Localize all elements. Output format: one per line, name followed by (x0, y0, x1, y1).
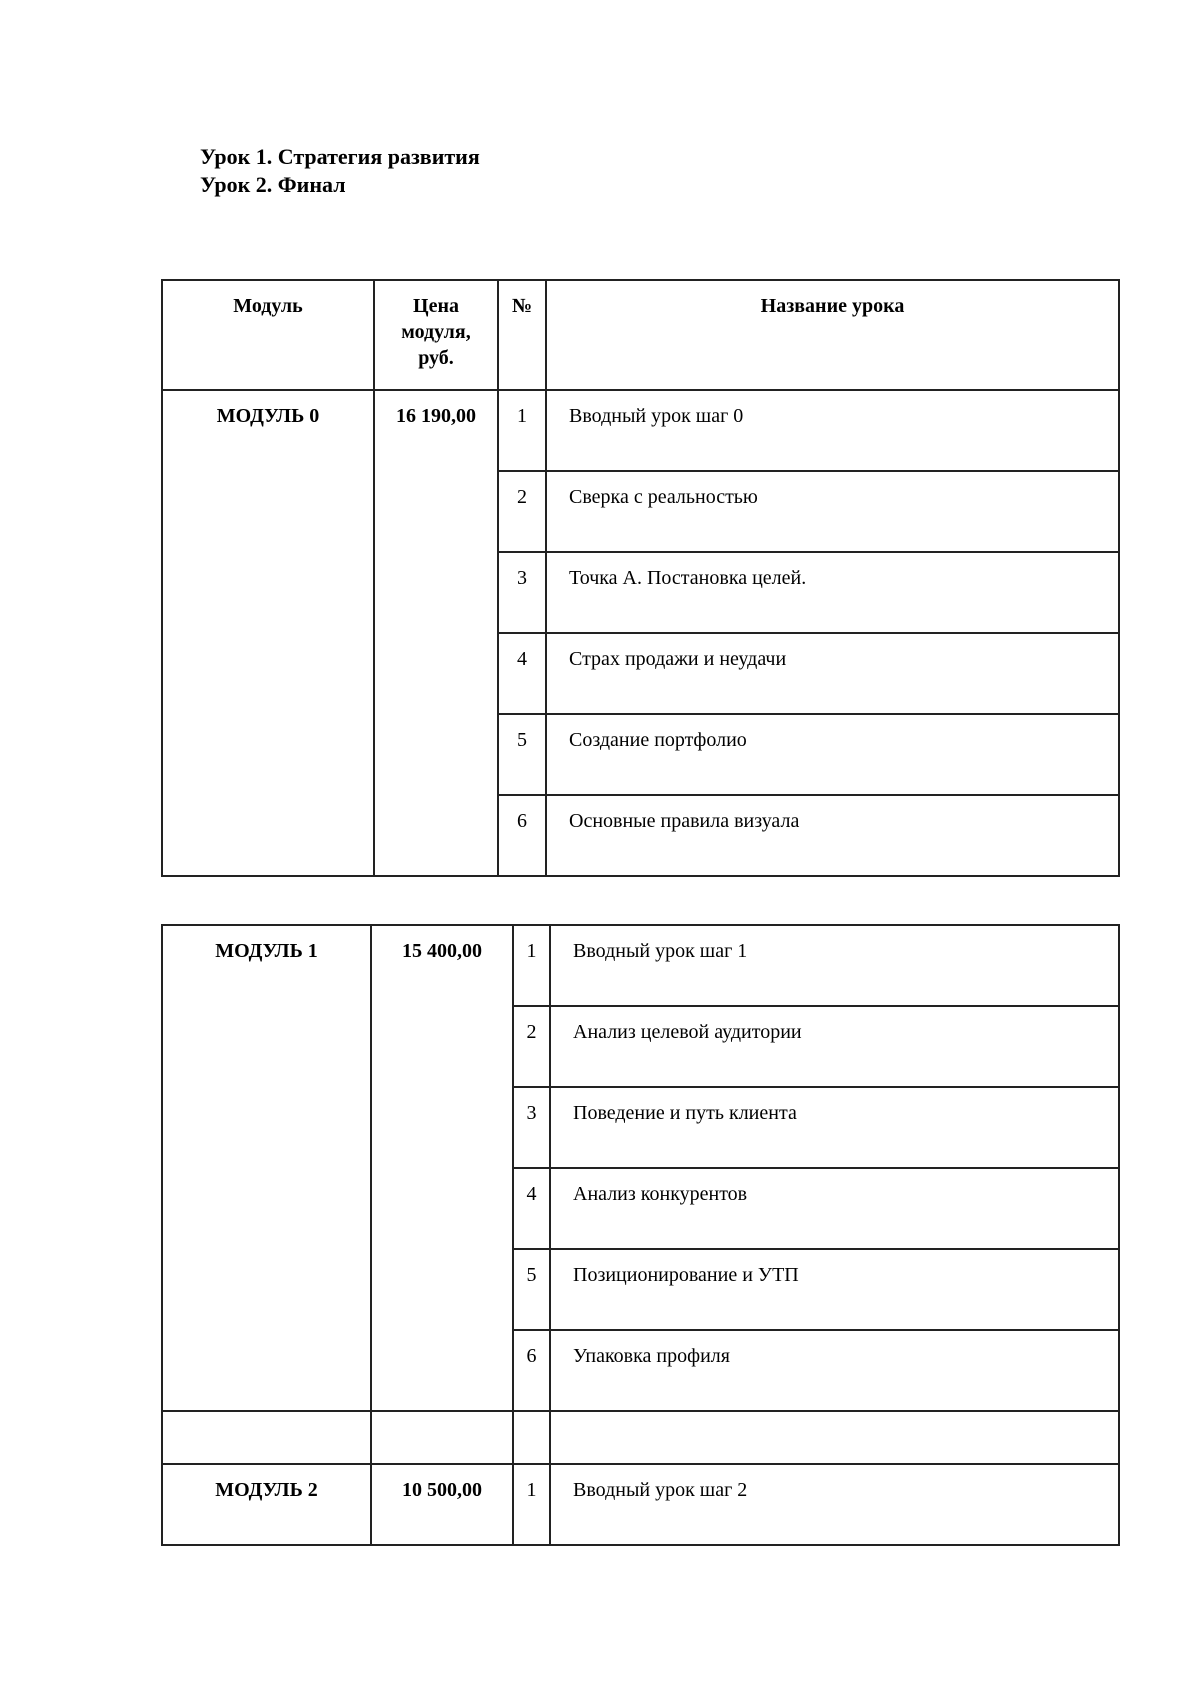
intro-line: Урок 2. Финал (200, 172, 346, 197)
header-num: № (498, 280, 546, 390)
module-price-cell: 15 400,00 (371, 925, 513, 1411)
lesson-num: 2 (513, 1006, 550, 1087)
empty-cell (371, 1411, 513, 1464)
empty-cell (513, 1411, 550, 1464)
lesson-num: 1 (513, 925, 550, 1006)
lesson-num: 3 (513, 1087, 550, 1168)
lesson-title: Анализ конкурентов (550, 1168, 1119, 1249)
module-name-cell: МОДУЛЬ 2 (162, 1464, 371, 1545)
intro-line: Урок 1. Стратегия развития (200, 144, 480, 169)
intro-lines (200, 143, 480, 199)
lesson-title: Вводный урок шаг 2 (550, 1464, 1119, 1545)
empty-row (162, 1411, 1119, 1464)
lesson-num: 6 (513, 1330, 550, 1411)
lesson-num: 1 (498, 390, 546, 471)
lesson-title: Анализ целевой аудитории (550, 1006, 1119, 1087)
module-name-cell: МОДУЛЬ 0 (162, 390, 374, 876)
lesson-num: 5 (513, 1249, 550, 1330)
lesson-num: 3 (498, 552, 546, 633)
header-price: Цена модуля, руб. (374, 280, 498, 390)
table-row (162, 925, 1119, 1006)
lesson-title: Упаковка профиля (550, 1330, 1119, 1411)
lesson-title: Вводный урок шаг 1 (550, 925, 1119, 1006)
lesson-num: 2 (498, 471, 546, 552)
course-table-1 (161, 279, 1120, 877)
header-lesson: Название урока (546, 280, 1119, 390)
module-price-cell: 10 500,00 (371, 1464, 513, 1545)
lesson-num: 6 (498, 795, 546, 876)
empty-cell (162, 1411, 371, 1464)
table-header-row (162, 280, 1119, 390)
lesson-title: Вводный урок шаг 0 (546, 390, 1119, 471)
lesson-title: Страх продажи и неудачи (546, 633, 1119, 714)
lesson-title: Создание портфолио (546, 714, 1119, 795)
table-row (162, 1464, 1119, 1545)
module-price-cell: 16 190,00 (374, 390, 498, 876)
empty-cell (550, 1411, 1119, 1464)
table-row (162, 390, 1119, 471)
module-name-cell: МОДУЛЬ 1 (162, 925, 371, 1411)
header-module: Модуль (162, 280, 374, 390)
lesson-num: 4 (513, 1168, 550, 1249)
lesson-title: Основные правила визуала (546, 795, 1119, 876)
lesson-num: 1 (513, 1464, 550, 1545)
lesson-title: Поведение и путь клиента (550, 1087, 1119, 1168)
lesson-title: Сверка с реальностью (546, 471, 1119, 552)
course-table-2 (161, 924, 1120, 1546)
lesson-title: Позиционирование и УТП (550, 1249, 1119, 1330)
lesson-num: 4 (498, 633, 546, 714)
lesson-title: Точка А. Постановка целей. (546, 552, 1119, 633)
lesson-num: 5 (498, 714, 546, 795)
